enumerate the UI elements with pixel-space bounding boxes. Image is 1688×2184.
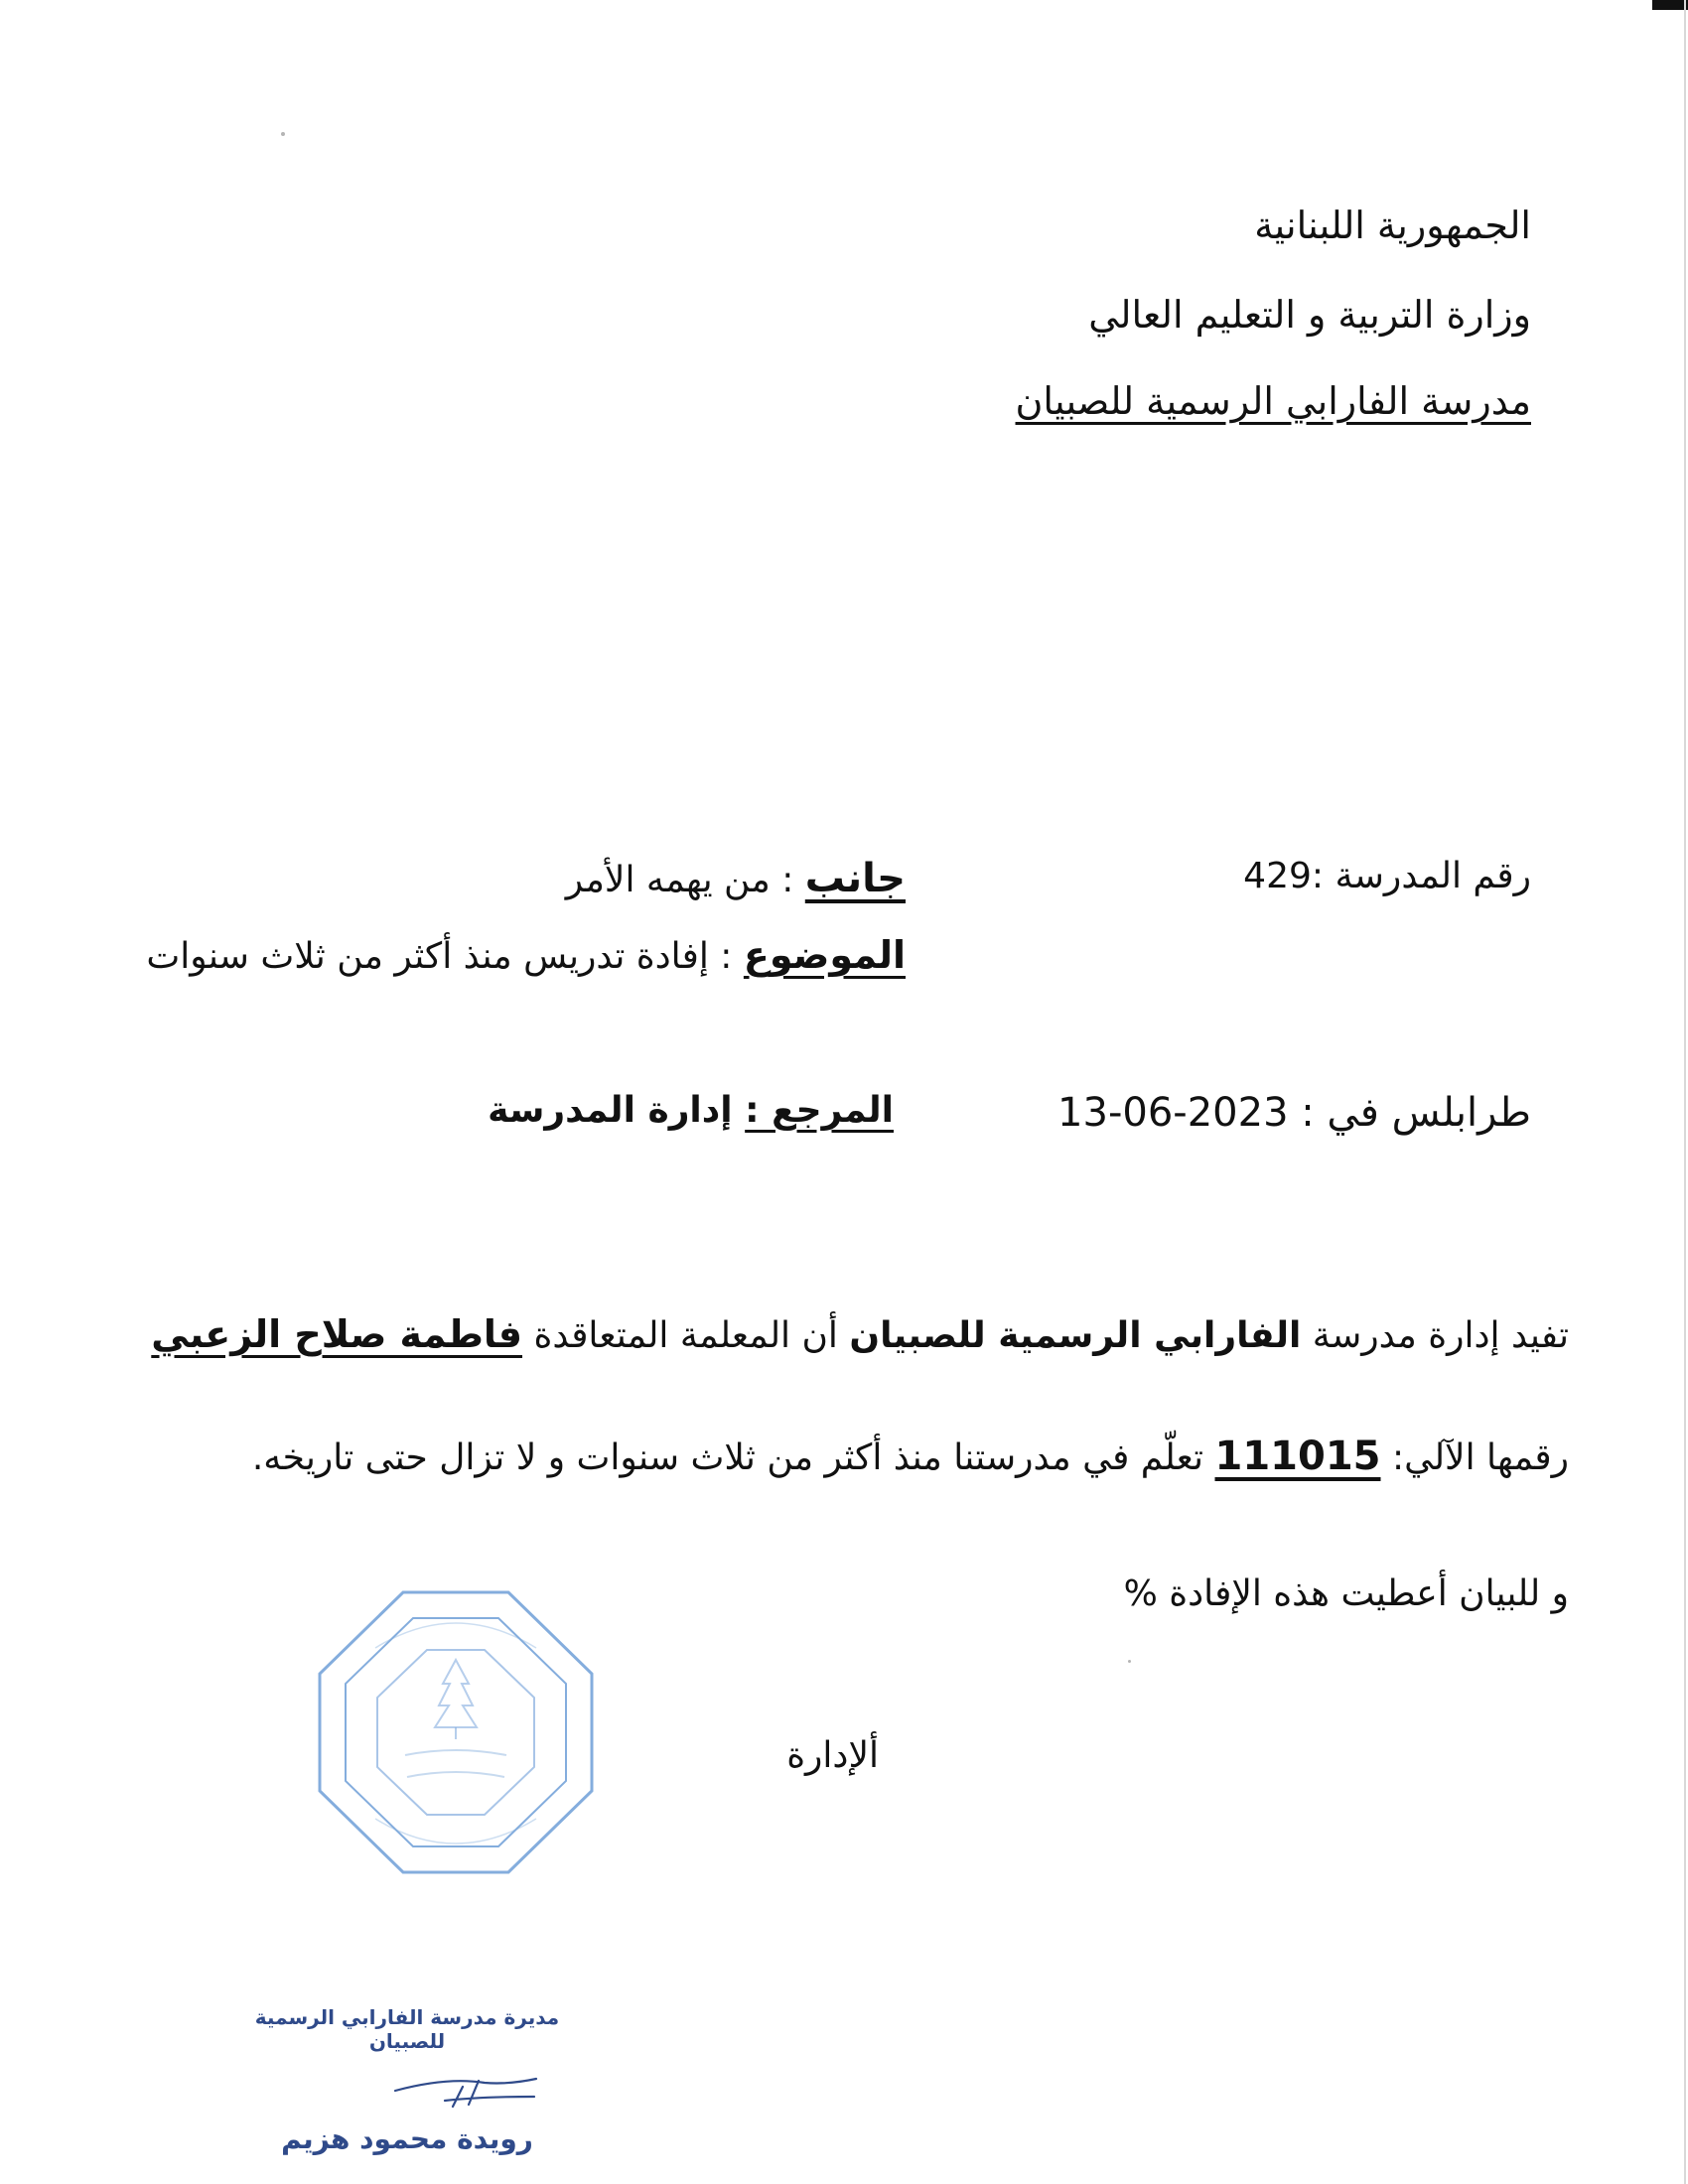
body-text: أن المعلمة المتعاقدة (522, 1315, 850, 1356)
handwritten-signature-icon (218, 2053, 596, 2122)
date-value: 2023-06-13 (1057, 1090, 1289, 1136)
school-number-value: 429 (1243, 856, 1312, 896)
cedar-seal-icon (316, 1588, 596, 1876)
date-row (1057, 1090, 1531, 1136)
date-label: طرابلس في : (1301, 1090, 1531, 1136)
school-name: الفارابي الرسمية للصبيان (849, 1315, 1302, 1356)
body-text: تعلّم في مدرستنا منذ أكثر من ثلاث سنوات و لا تزال حتى تاريخه. (251, 1437, 1215, 1478)
header-ministry: وزارة التربية و التعليم العالي (1088, 293, 1531, 337)
recipient-value: : من يهمه الأمر (565, 860, 794, 900)
body-text: تفيد إدارة مدرسة (1301, 1315, 1569, 1356)
director-name: رويدة محمود هزيم (281, 2122, 533, 2155)
school-number-label: رقم المدرسة : (1311, 856, 1531, 896)
body-paragraph-1 (151, 1312, 1569, 1356)
subject-label: الموضوع (743, 933, 906, 977)
reference-label: المرجع : (745, 1090, 894, 1131)
recipient-label: جانب (804, 856, 906, 901)
teacher-id-number: 111015 (1214, 1433, 1381, 1479)
body-paragraph-3: و للبيان أعطيت هذه الإفادة % (1123, 1573, 1569, 1614)
scan-edge-mark (1652, 0, 1688, 10)
teacher-name: فاطمة صلاح الزعبي (151, 1312, 523, 1356)
scan-speck (281, 132, 285, 136)
body-paragraph-2 (252, 1433, 1569, 1479)
scan-speck (1128, 1660, 1131, 1663)
body-text: رقمها الآلي: (1380, 1437, 1569, 1478)
header-school: مدرسة الفارابي الرسمية للصبيان (1015, 379, 1531, 423)
recipient-row (566, 856, 906, 901)
director-signature-block (218, 2005, 596, 2155)
director-title: مديرة مدرسة الفارابي الرسمية للصبيان (254, 2005, 560, 2053)
reference-value: إدارة المدرسة (488, 1090, 733, 1131)
administration-label: ألإدارة (786, 1735, 879, 1776)
subject-row (146, 933, 906, 977)
reference-row (488, 1090, 894, 1131)
header-republic: الجمهورية اللبنانية (1254, 204, 1531, 247)
scan-edge-line (1684, 0, 1686, 2184)
school-number-row (1243, 856, 1531, 896)
subject-value: : إفادة تدريس منذ أكثر من ثلاث سنوات (146, 936, 733, 977)
